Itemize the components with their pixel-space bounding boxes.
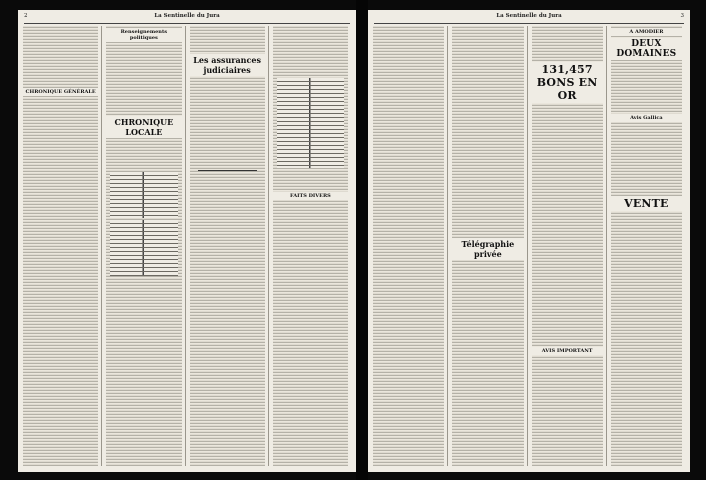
column-3 <box>532 26 607 466</box>
column-4 <box>273 26 351 466</box>
advertisement-heading: A AMODIER <box>611 28 682 36</box>
data-table <box>277 78 344 168</box>
page-header <box>24 13 350 24</box>
column-2 <box>452 26 527 466</box>
page-number: 2 <box>24 13 28 19</box>
section-heading: Télégraphie privée <box>452 238 523 260</box>
advertisement-heading: Avis Gallica <box>611 114 682 122</box>
column-4 <box>611 26 685 466</box>
column-2 <box>106 26 185 466</box>
masthead: La Sentinelle du Jura <box>154 13 220 19</box>
column-1 <box>373 26 448 466</box>
page-number: 3 <box>680 13 684 19</box>
page-gutter <box>356 0 368 480</box>
divider <box>198 170 257 171</box>
masthead: La Sentinelle du Jura <box>496 13 562 19</box>
column-1 <box>23 26 102 466</box>
newspaper-page-left <box>18 10 356 472</box>
advertisement-heading: DEUX DOMAINES <box>611 38 682 60</box>
page-header <box>374 13 684 24</box>
column-3 <box>190 26 269 466</box>
data-table <box>110 220 177 276</box>
newspaper-page-right <box>368 10 690 472</box>
section-heading: CHRONIQUE GÉNÉRALE <box>23 88 98 96</box>
advertisement-heading: VENTE <box>611 196 682 211</box>
section-heading: Renseignements politiques <box>106 28 181 42</box>
section-heading: FAITS DIVERS <box>273 192 348 200</box>
advertisement-heading: 131,457 BONS EN OR <box>532 62 603 103</box>
section-heading: Les assurances judiciaires <box>190 54 265 76</box>
section-heading: CHRONIQUE LOCALE <box>106 116 181 138</box>
section-heading: AVIS IMPORTANT <box>532 347 603 355</box>
data-table <box>110 172 177 218</box>
